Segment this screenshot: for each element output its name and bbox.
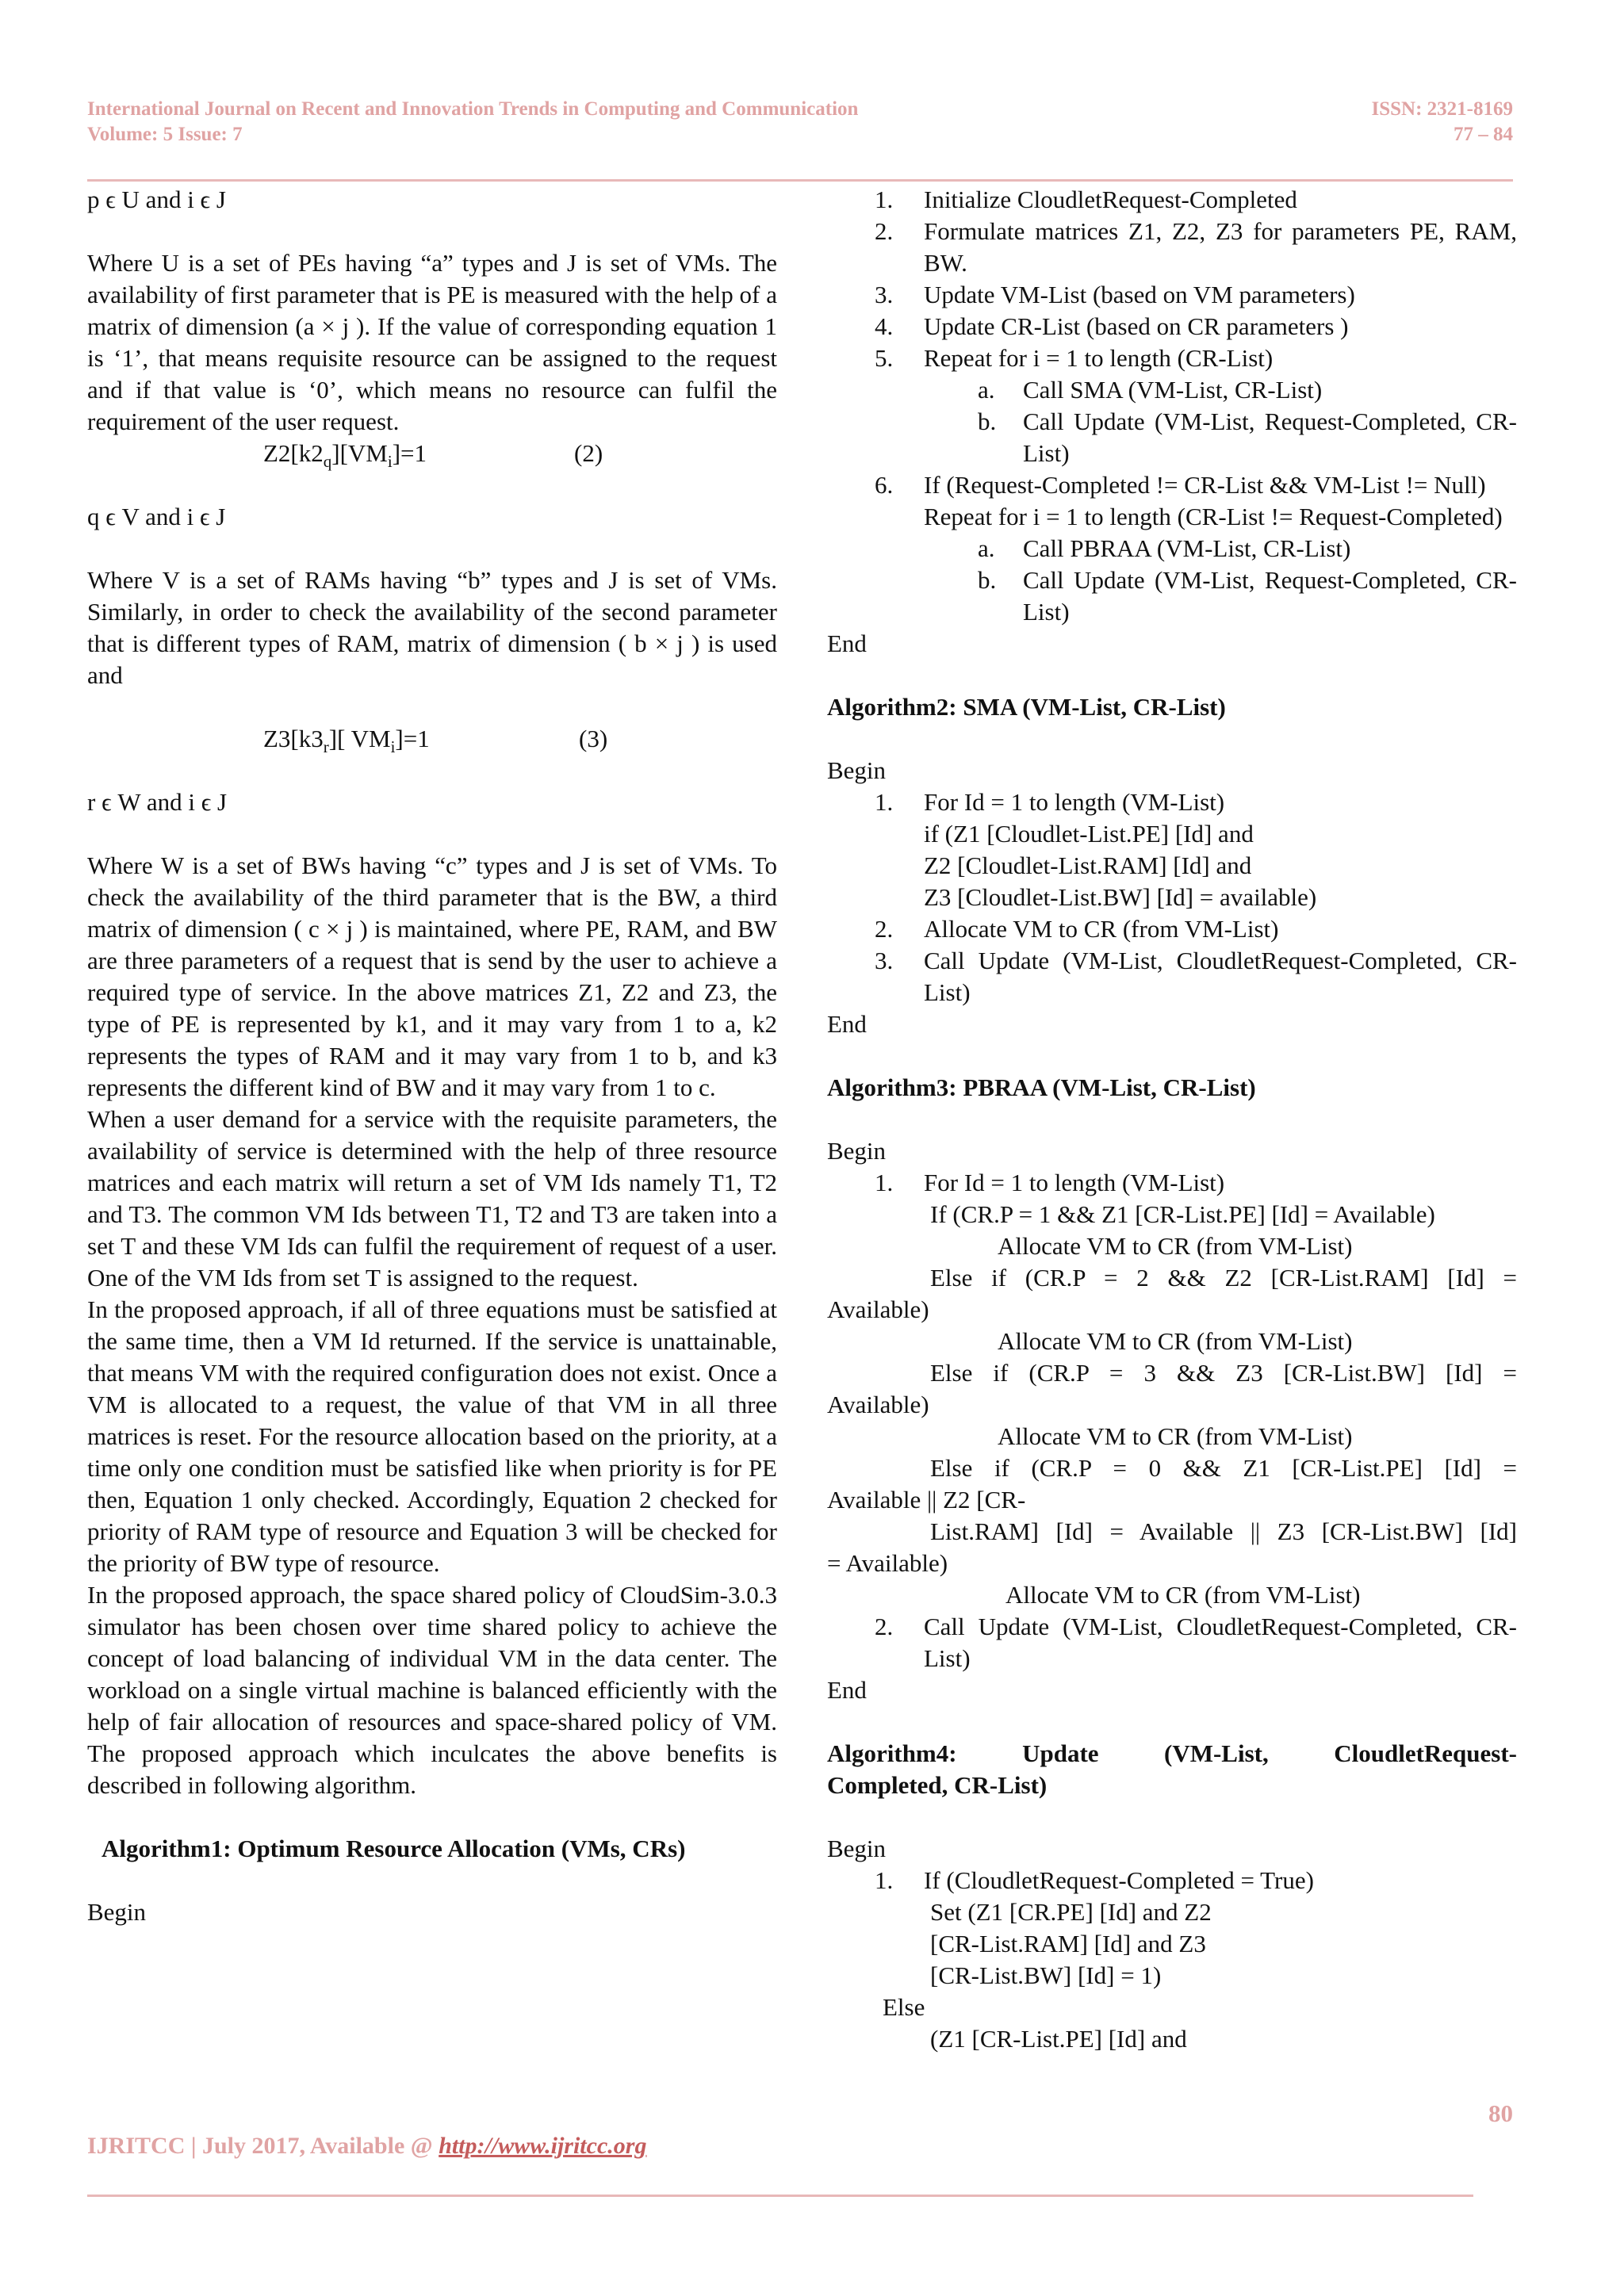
set-membership-1: p ϵ U and i ϵ J bbox=[87, 186, 226, 213]
equation-2 bbox=[87, 438, 777, 472]
algorithm-3-end: End bbox=[827, 1676, 867, 1704]
journal-title: International Journal on Recent and Innovation Trends in Computing and Communication bbox=[87, 98, 859, 120]
algorithm-4-set-3: [CR-List.BW] [Id] = 1) bbox=[930, 1961, 1162, 1989]
algorithm-3-allocate-4: Allocate VM to CR (from VM-List) bbox=[1005, 1581, 1361, 1609]
algorithm-2-begin: Begin bbox=[827, 756, 887, 784]
journal-link[interactable]: http://www.ijritcc.org bbox=[439, 2133, 647, 2159]
equation-3-expression: $Z3[k3_r]$[ $VM_i]=1$ bbox=[263, 725, 430, 757]
header-rule bbox=[87, 179, 1513, 182]
algorithm-3-if-pe: If (CR.P = 1 && Z1 [CR-List.PE] [Id] = Available) bbox=[930, 1200, 1435, 1228]
algorithm-1-step-5a: a. Call SMA (VM-List, CR-List) bbox=[978, 376, 1323, 404]
algorithm-3-else-ram-cont: Available) bbox=[827, 1295, 929, 1323]
algorithm-3-else-any-cont-1: Available || Z2 [CR- bbox=[827, 1486, 1026, 1513]
algorithm-3-else-any-cont-2: List.RAM] [Id] = Available || Z3 [CR-List.BW] [Id] bbox=[930, 1517, 1517, 1545]
algorithm-3-begin: Begin bbox=[827, 1137, 887, 1165]
algorithm-1-step-6b: b. Call Update (VM-List, Request-Completed, CR-List) bbox=[978, 566, 1517, 626]
algorithm-3-else-bw: Else if (CR.P = 3 && Z3 [CR-List.BW] [Id] = bbox=[930, 1359, 1517, 1387]
algorithm-1-title: Algorithm1: Optimum Resource Allocation (VMs, CRs) bbox=[102, 1835, 686, 1862]
paragraph-approach: In the proposed approach, if all of three equations must be satisfied at the same time, then a VM Id returned. If the service is unattainable, that means VM with the required configuration does not exist. Once a VM is allocated to a request, the value of that VM in all three matrices is reset. For the resource allocation based on the priority, at a time only one condition must be satisfied like when priority is for PE then, Equation 1 only checked. Accordingly, Equation 2 checked for priority of RAM type of resource and Equation 3 will be checked for the priority of BW type of resource. bbox=[87, 1295, 777, 1577]
right-column bbox=[827, 184, 1517, 2055]
footer-rule bbox=[87, 2195, 1473, 2197]
paragraph-bw: Where W is a set of BWs having “c” types and J is set of VMs. To check the availability of the third parameter that is the BW, a third matrix of dimension ( c × j ) is maintained, where PE, RAM, and BW are three parameters of a request that is send by the user to achieve a required type of service. In the above matrices Z1, Z2 and Z3, the type of PE is represented by k1, and it may vary from 1 to a, k2 represents the types of RAM and it may vary from 1 to b, and k3 represents the different kind of BW and it may vary from 1 to c. bbox=[87, 851, 777, 1101]
algorithm-1-step-6a: a. Call PBRAA (VM-List, CR-List) bbox=[978, 534, 1351, 562]
algorithm-2-condition-3: Z3 [Cloudlet-List.BW] [Id] = available) bbox=[924, 883, 1317, 911]
page-footer bbox=[87, 2133, 646, 2160]
algorithm-3-else-bw-cont: Available) bbox=[827, 1391, 929, 1418]
algorithm-3-step-2: 2. Call Update (VM-List, CloudletRequest-Completed, CR-List) bbox=[875, 1613, 1517, 1672]
algorithm-1-step-5b: b. Call Update (VM-List, Request-Completed, CR-List) bbox=[978, 408, 1517, 467]
algorithm-2-title: Algorithm2: SMA (VM-List, CR-List) bbox=[827, 693, 1226, 721]
algorithm-3-else-any-cont-3: = Available) bbox=[827, 1549, 948, 1577]
paragraph-service: When a user demand for a service with the requisite parameters, the availability of service is determined with the help of three resource matrices and each matrix will return a set of VM Ids namely T1, T2 and T3. The common VM Ids between T1, T2 and T3 are taken into a set T and these VM Ids can fulfil the requirement of request of a user. One of the VM Ids from set T is assigned to the request. bbox=[87, 1105, 777, 1292]
algorithm-3-else-ram: Else if (CR.P = 2 && Z2 [CR-List.RAM] [Id] = bbox=[930, 1264, 1517, 1292]
algorithm-1-step-5: 5. Repeat for i = 1 to length (CR-List) bbox=[875, 344, 1274, 372]
running-header-right bbox=[1372, 97, 1514, 147]
algorithm-2-step-3: 3. Call Update (VM-List, CloudletRequest-Completed, CR-List) bbox=[875, 947, 1517, 1006]
algorithm-3-allocate-2: Allocate VM to CR (from VM-List) bbox=[998, 1327, 1353, 1355]
algorithm-1-step-3: 3. Update VM-List (based on VM parameters) bbox=[875, 281, 1355, 308]
page-number: 80 bbox=[1488, 2099, 1513, 2127]
algorithm-3-allocate-1: Allocate VM to CR (from VM-List) bbox=[998, 1232, 1353, 1260]
algorithm-4-title-cont: Completed, CR-List) bbox=[827, 1771, 1048, 1799]
algorithm-2-condition-1: if (Z1 [Cloudlet-List.PE] [Id] and bbox=[924, 820, 1254, 848]
equation-2-number: (2) bbox=[574, 439, 603, 467]
algorithm-1-step-2: 2. Formulate matrices Z1, Z2, Z3 for parameters PE, RAM, BW. bbox=[875, 217, 1517, 277]
algorithm-2-step-2: 2. Allocate VM to CR (from VM-List) bbox=[875, 915, 1279, 943]
algorithm-3-allocate-3: Allocate VM to CR (from VM-List) bbox=[998, 1422, 1353, 1450]
equation-2-expression: $Z2[k2_q][VM_i]=1$ bbox=[263, 439, 427, 472]
footer-text: IJRITCC | July 2017, Available @ bbox=[87, 2133, 439, 2159]
paragraph-space-shared: In the proposed approach, the space shared policy of CloudSim-3.0.3 simulator has been chosen over time shared policy to achieve the concept of load balancing of individual VM in the data center. The workload on a single virtual machine is balanced efficiently with the help of fair allocation of resources and space-shared policy of VM. The proposed approach which inculcates the above benefits is described in following algorithm. bbox=[87, 1581, 777, 1799]
set-membership-2: q ϵ V and i ϵ J bbox=[87, 503, 226, 530]
algorithm-1-step-4: 4. Update CR-List (based on CR parameters ) bbox=[875, 312, 1349, 340]
equation-3-number: (3) bbox=[579, 725, 608, 752]
algorithm-3-else-any: Else if (CR.P = 0 && Z1 [CR-List.PE] [Id] = bbox=[930, 1454, 1517, 1482]
paragraph-pe: Where U is a set of PEs having “a” types and J is set of VMs. The availability of first parameter that is PE is measured with the help of a matrix of dimension (a × j ). If the value of corresponding equation 1 is ‘1’, that means requisite resource can be assigned to the request and if that value is ‘0’, which means no resource can fulfil the requirement of the user request. bbox=[87, 249, 777, 435]
algorithm-1-step-6: 6. If (Request-Completed != CR-List && VM-List != Null) bbox=[875, 471, 1486, 499]
algorithm-4-else: Else bbox=[883, 1993, 925, 2021]
algorithm-4-set-1: Set (Z1 [CR.PE] [Id] and Z2 bbox=[930, 1898, 1212, 1926]
algorithm-4-begin: Begin bbox=[827, 1835, 887, 1862]
algorithm-4-else-cond: (Z1 [CR-List.PE] [Id] and bbox=[930, 2025, 1187, 2053]
algorithm-4-title: Algorithm4: Update (VM-List, CloudletRequest- bbox=[827, 1739, 1517, 1767]
algorithm-4-step-1: 1. If (CloudletRequest-Completed = True) bbox=[875, 1866, 1314, 1894]
page-range: 77 – 84 bbox=[1454, 124, 1513, 145]
running-header-left bbox=[87, 97, 858, 147]
set-membership-3: r ϵ W and i ϵ J bbox=[87, 788, 228, 816]
volume-issue: Volume: 5 Issue: 7 bbox=[87, 124, 243, 145]
algorithm-4-set-2: [CR-List.RAM] [Id] and Z3 bbox=[930, 1930, 1206, 1957]
algorithm-1-step-1: 1. Initialize CloudletRequest-Completed bbox=[875, 186, 1297, 213]
left-column bbox=[87, 184, 777, 1928]
algorithm-3-title: Algorithm3: PBRAA (VM-List, CR-List) bbox=[827, 1073, 1256, 1101]
algorithm-2-step-1: 1. For Id = 1 to length (VM-List) bbox=[875, 788, 1225, 816]
paragraph-ram: Where V is a set of RAMs having “b” types and J is set of VMs. Similarly, in order to check the availability of the second parameter that is different types of RAM, matrix of dimension ( b × j ) is used and bbox=[87, 566, 777, 689]
algorithm-1-begin: Begin bbox=[87, 1898, 147, 1926]
algorithm-2-condition-2: Z2 [Cloudlet-List.RAM] [Id] and bbox=[924, 851, 1252, 879]
algorithm-1-step-6-repeat: Repeat for i = 1 to length (CR-List != Request-Completed) bbox=[924, 503, 1503, 530]
algorithm-1-end: End bbox=[827, 629, 867, 657]
equation-3 bbox=[87, 723, 777, 755]
issn: ISSN: 2321-8169 bbox=[1371, 98, 1513, 120]
algorithm-3-step-1: 1. For Id = 1 to length (VM-List) bbox=[875, 1169, 1225, 1196]
algorithm-2-end: End bbox=[827, 1010, 867, 1038]
